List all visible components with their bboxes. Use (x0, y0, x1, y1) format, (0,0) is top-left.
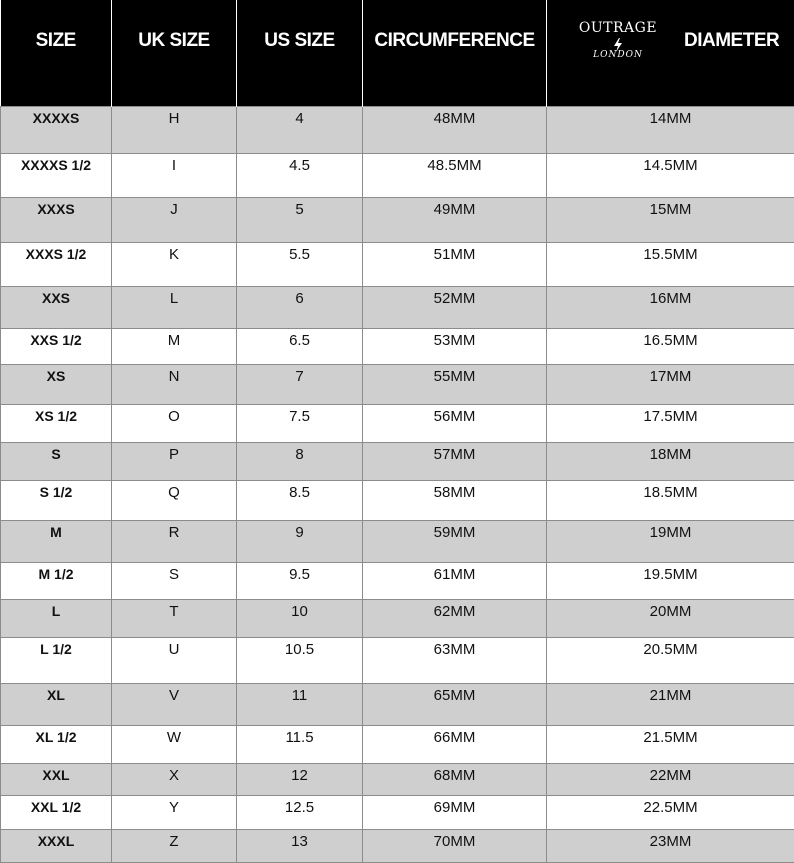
circumference-cell: 68MM (363, 763, 547, 795)
us-size-cell: 9.5 (237, 562, 363, 599)
diameter-cell: 20MM (547, 599, 794, 637)
table-row (1, 480, 794, 520)
circumference-cell: 55MM (363, 364, 547, 404)
size-cell: XXS (1, 286, 112, 328)
uk-size-cell: O (112, 404, 237, 442)
circumference-cell: 66MM (363, 725, 547, 763)
table-row (1, 153, 794, 197)
circumference-cell: 57MM (363, 442, 547, 480)
diameter-cell: 14MM (547, 106, 794, 153)
header-uk-size: UK SIZE (112, 0, 237, 106)
uk-size-cell: J (112, 197, 237, 242)
size-cell: XS (1, 364, 112, 404)
circumference-cell: 52MM (363, 286, 547, 328)
uk-size-cell: V (112, 683, 237, 725)
us-size-cell: 7 (237, 364, 363, 404)
header-circumference: CIRCUMFERENCE (363, 0, 547, 106)
table-row (1, 197, 794, 242)
us-size-cell: 12.5 (237, 795, 363, 829)
table-header (1, 0, 794, 106)
table-row (1, 442, 794, 480)
diameter-cell: 19MM (547, 520, 794, 562)
circumference-cell: 49MM (363, 197, 547, 242)
table-row (1, 562, 794, 599)
header-diameter-cell (547, 0, 794, 106)
us-size-cell: 5 (237, 197, 363, 242)
size-cell: XXXXS 1/2 (1, 153, 112, 197)
us-size-cell: 8 (237, 442, 363, 480)
diameter-cell: 22MM (547, 763, 794, 795)
uk-size-cell: W (112, 725, 237, 763)
size-cell: XXXS (1, 197, 112, 242)
size-cell: XXL (1, 763, 112, 795)
diameter-cell: 17MM (547, 364, 794, 404)
size-cell: XXXS 1/2 (1, 242, 112, 286)
circumference-cell: 70MM (363, 829, 547, 862)
us-size-cell: 7.5 (237, 404, 363, 442)
size-cell: M (1, 520, 112, 562)
table-row (1, 242, 794, 286)
table-row (1, 286, 794, 328)
circumference-cell: 61MM (363, 562, 547, 599)
uk-size-cell: Z (112, 829, 237, 862)
us-size-cell: 4.5 (237, 153, 363, 197)
logo-city-text: LONDON (577, 50, 659, 60)
us-size-cell: 11.5 (237, 725, 363, 763)
table-body (1, 106, 794, 862)
uk-size-cell: K (112, 242, 237, 286)
uk-size-cell: N (112, 364, 237, 404)
table-row (1, 364, 794, 404)
table-row (1, 683, 794, 725)
table-row (1, 106, 794, 153)
size-cell: XL 1/2 (1, 725, 112, 763)
diameter-cell: 21MM (547, 683, 794, 725)
circumference-cell: 48MM (363, 106, 547, 153)
size-cell: L (1, 599, 112, 637)
diameter-cell: 18.5MM (547, 480, 794, 520)
circumference-cell: 56MM (363, 404, 547, 442)
table-row (1, 328, 794, 364)
uk-size-cell: M (112, 328, 237, 364)
us-size-cell: 10.5 (237, 637, 363, 683)
diameter-cell: 16MM (547, 286, 794, 328)
us-size-cell: 11 (237, 683, 363, 725)
us-size-cell: 6 (237, 286, 363, 328)
size-cell: XXS 1/2 (1, 328, 112, 364)
circumference-cell: 58MM (363, 480, 547, 520)
us-size-cell: 5.5 (237, 242, 363, 286)
diameter-cell: 20.5MM (547, 637, 794, 683)
uk-size-cell: U (112, 637, 237, 683)
table-row (1, 599, 794, 637)
diameter-cell: 17.5MM (547, 404, 794, 442)
us-size-cell: 9 (237, 520, 363, 562)
uk-size-cell: I (112, 153, 237, 197)
diameter-cell: 15MM (547, 197, 794, 242)
us-size-cell: 6.5 (237, 328, 363, 364)
circumference-cell: 65MM (363, 683, 547, 725)
header-size: SIZE (1, 0, 112, 106)
uk-size-cell: Q (112, 480, 237, 520)
circumference-cell: 59MM (363, 520, 547, 562)
uk-size-cell: Y (112, 795, 237, 829)
uk-size-cell: R (112, 520, 237, 562)
diameter-cell: 23MM (547, 829, 794, 862)
size-cell: L 1/2 (1, 637, 112, 683)
us-size-cell: 4 (237, 106, 363, 153)
diameter-cell: 16.5MM (547, 328, 794, 364)
uk-size-cell: L (112, 286, 237, 328)
table-row (1, 404, 794, 442)
diameter-cell: 14.5MM (547, 153, 794, 197)
diameter-cell: 18MM (547, 442, 794, 480)
uk-size-cell: P (112, 442, 237, 480)
circumference-cell: 48.5MM (363, 153, 547, 197)
us-size-cell: 13 (237, 829, 363, 862)
header-diameter: DIAMETER (684, 30, 779, 52)
size-cell: XXXL (1, 829, 112, 862)
diameter-cell: 19.5MM (547, 562, 794, 599)
uk-size-cell: H (112, 106, 237, 153)
table-row (1, 795, 794, 829)
circumference-cell: 53MM (363, 328, 547, 364)
header-us-size: US SIZE (237, 0, 363, 106)
circumference-cell: 63MM (363, 637, 547, 683)
diameter-cell: 15.5MM (547, 242, 794, 286)
header-row (1, 0, 794, 106)
table-row (1, 763, 794, 795)
circumference-cell: 62MM (363, 599, 547, 637)
diameter-cell: 22.5MM (547, 795, 794, 829)
table-row (1, 637, 794, 683)
brand-logo (577, 20, 659, 68)
us-size-cell: 8.5 (237, 480, 363, 520)
size-cell: S 1/2 (1, 480, 112, 520)
circumference-cell: 69MM (363, 795, 547, 829)
diameter-cell: 21.5MM (547, 725, 794, 763)
size-cell: S (1, 442, 112, 480)
uk-size-cell: S (112, 562, 237, 599)
us-size-cell: 12 (237, 763, 363, 795)
logo-brand-text: OUTRAGE (577, 20, 659, 36)
us-size-cell: 10 (237, 599, 363, 637)
size-cell: XL (1, 683, 112, 725)
size-cell: XXL 1/2 (1, 795, 112, 829)
lightning-bolt-icon (577, 36, 659, 50)
uk-size-cell: X (112, 763, 237, 795)
table-row (1, 725, 794, 763)
size-cell: XS 1/2 (1, 404, 112, 442)
size-cell: M 1/2 (1, 562, 112, 599)
uk-size-cell: T (112, 599, 237, 637)
table-row (1, 829, 794, 862)
size-cell: XXXXS (1, 106, 112, 153)
circumference-cell: 51MM (363, 242, 547, 286)
table-row (1, 520, 794, 562)
